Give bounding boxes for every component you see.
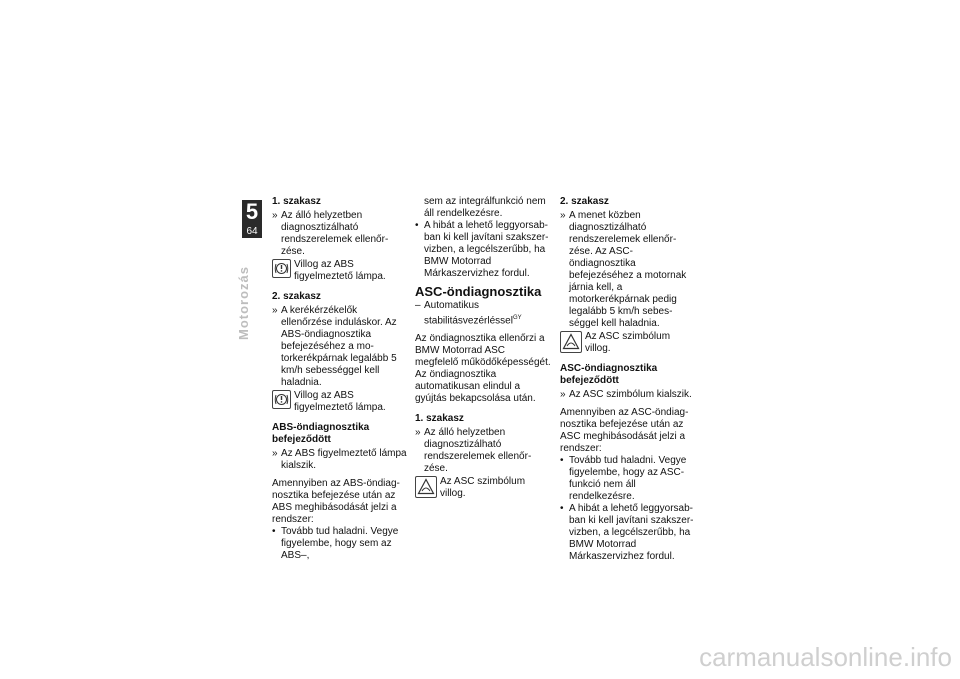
page-number: 64 bbox=[246, 226, 258, 237]
asc-symbol-row-2 bbox=[560, 331, 696, 355]
watermark: carmanualsonline.info bbox=[699, 642, 952, 672]
step1-heading: 1. szakasz bbox=[272, 196, 321, 207]
abs-warning-row-2 bbox=[272, 390, 408, 414]
chapter-number: 5 bbox=[245, 199, 259, 224]
asc-symbol-icon bbox=[560, 331, 582, 353]
abs-bullet-1-cont: sem az integrálfunkció nem áll rendelkezésre. bbox=[424, 196, 546, 219]
asc-step1-heading: 1. szakasz bbox=[415, 413, 464, 425]
asc-step1-icon-text: Az ASC szimbólum villog. bbox=[440, 476, 526, 500]
abs-warning-lamp-icon bbox=[272, 390, 291, 409]
abs-bullet-2: • A hibát a lehető leggyorsabban ki kell javítani szakszervizben, a legcélszerűbb, ha BMW Motorrad Márkaszervizhez fordul. bbox=[415, 220, 549, 279]
asc-symbol-row bbox=[415, 476, 551, 500]
step2-item: » A kerékérzékelők ellenőrzése induláskor. Az ABS-öndiagnosztika befejezéséhez a motorkerékpárnak legalább 5 km/h sebességgel kell haladnia. bbox=[272, 305, 397, 388]
asc-done-heading: ASC-öndiagnosztika befejeződött bbox=[560, 363, 658, 386]
column-2 bbox=[415, 196, 551, 500]
asc-step2-item: » A menet közben diagnosztizálható rendszerelemek ellenőrzése. Az ASC-öndiagnosztika befejezéséhez a motornak járnia kell, a motorkerékpárnak pedig legalább 5 km/h sebességgel kell haladnia. bbox=[560, 210, 687, 329]
asc-step1-item: » Az álló helyzetben diagnosztizálható rendszerelemek ellenőrzése. bbox=[415, 427, 532, 475]
abs-warning-lamp-icon bbox=[272, 259, 291, 278]
asc-subtitle: – Automatikus stabilitásvezérléssel$^{GY}$ bbox=[415, 300, 522, 327]
step1-icon-text: Villog az ABS figyelmeztető lámpa. bbox=[294, 259, 386, 282]
asc-paragraph: Az öndiagnosztika ellenőrzi a BMW Motorrad ASC megfelelő működőképességét. Az öndiagnosztika automatikusan elindul a gyújtás bekapcsolása után. bbox=[415, 333, 551, 405]
asc-heading: ASC-öndiagnosztika bbox=[415, 284, 542, 299]
asc-step2-icon-text: Az ASC szimbólum villog. bbox=[585, 331, 671, 354]
asc-fault-paragraph: Amennyiben az ASC-öndiagnosztika befejezése után az ASC meghibásodását jelzi a rendszer: bbox=[560, 407, 689, 454]
abs-warning-row bbox=[272, 259, 408, 283]
asc-bullet-1: • Tovább tud haladni. Vegye figyelembe, hogy az ASC-funkció nem áll rendelkezésre. bbox=[560, 455, 687, 502]
asc-done-item: » Az ASC szimbólum kialszik. bbox=[560, 389, 692, 400]
asc-step2-heading: 2. szakasz bbox=[560, 196, 609, 207]
column-3 bbox=[560, 196, 696, 563]
column-1 bbox=[272, 196, 408, 562]
step2-icon-text: Villog az ABS figyelmeztető lámpa. bbox=[294, 390, 386, 413]
asc-symbol-icon bbox=[415, 476, 437, 498]
abs-bullet-1: • Tovább tud haladni. Vegye figyelembe, hogy sem az ABS–, bbox=[272, 526, 399, 561]
step2-heading: 2. szakasz bbox=[272, 291, 321, 302]
abs-fault-paragraph: Amennyiben az ABS-öndiagnosztika befejezése után az ABS meghibásodását jelzi a rendszer: bbox=[272, 478, 400, 525]
abs-done-heading: ABS-öndiagnosztika befejeződött bbox=[272, 422, 370, 445]
chapter-title: Motorozás bbox=[236, 266, 251, 340]
abs-done-item: » Az ABS figyelmeztető lámpa kialszik. bbox=[272, 448, 407, 471]
asc-bullet-2: • A hibát a lehető leggyorsabban ki kell javítani szakszervizben, a legcélszerűbb, ha BMW Motorrad Márkaszervizhez fordul. bbox=[560, 503, 694, 562]
step1-item: » Az álló helyzetben diagnosztizálható rendszerelemek ellenőrzése. bbox=[272, 210, 389, 257]
